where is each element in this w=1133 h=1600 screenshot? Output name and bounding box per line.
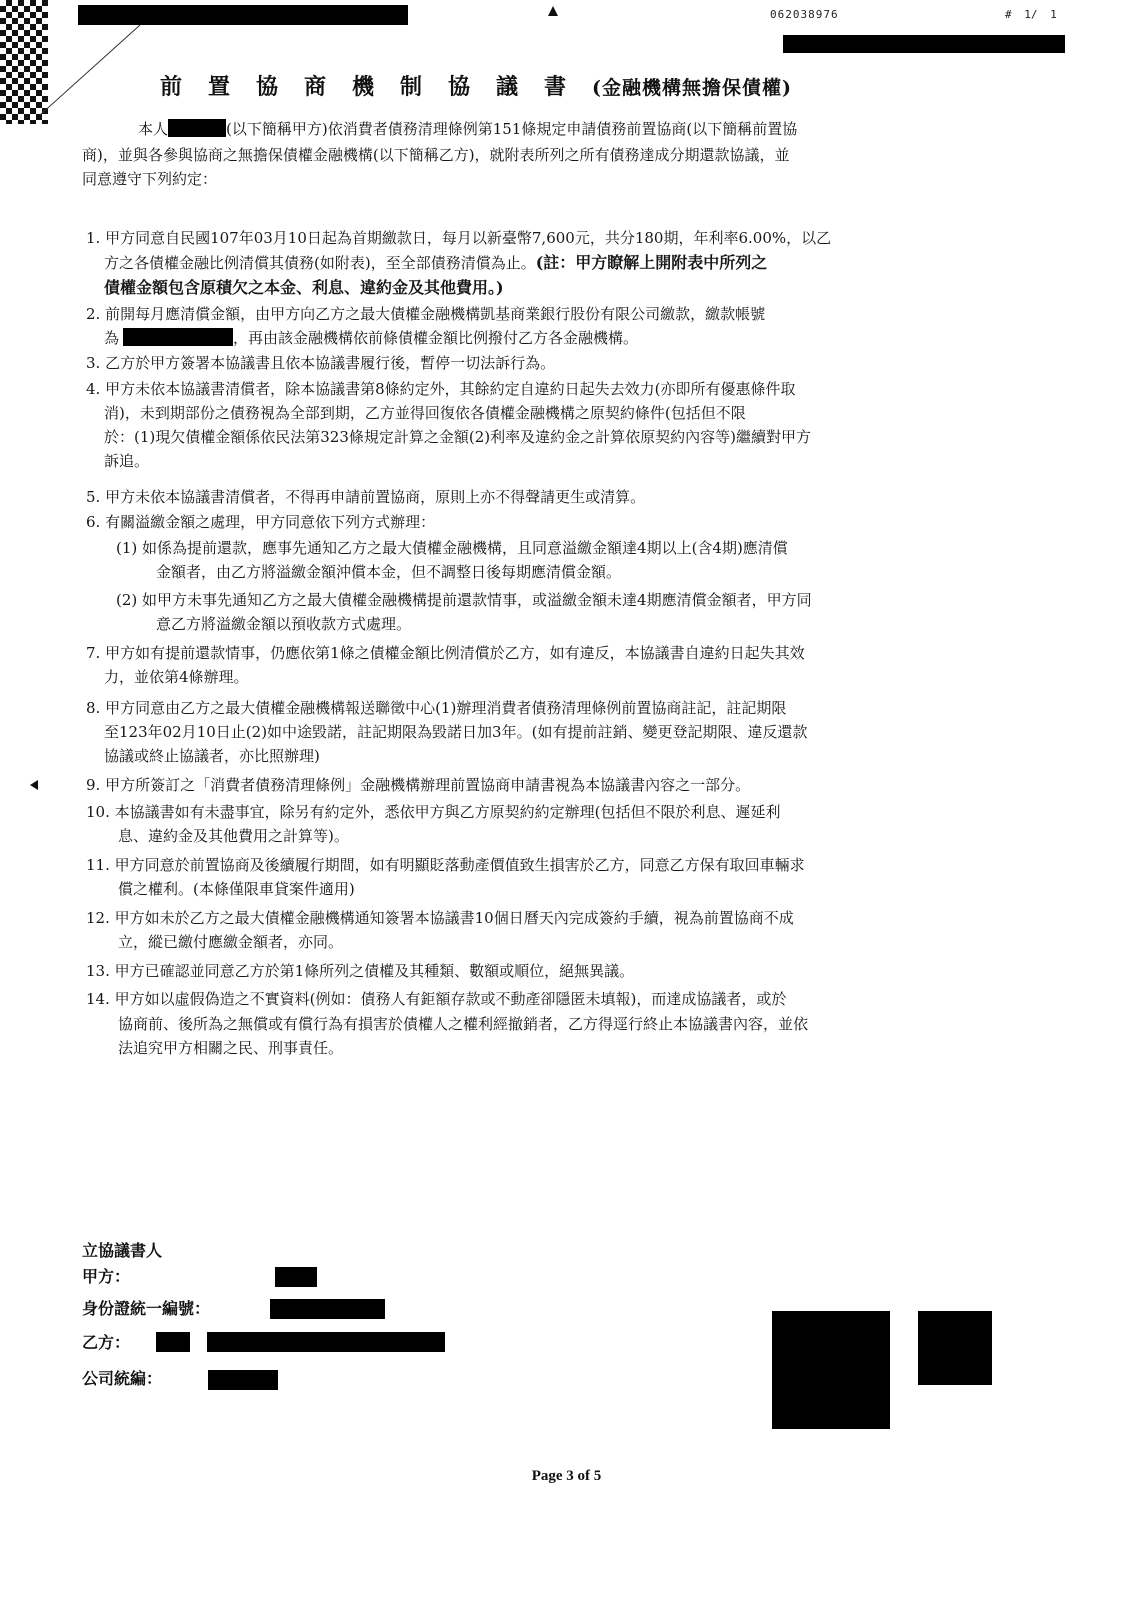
intro-text: (以下簡稱甲方)依消費者債務清理條例第151條規定申請債務前置協商(以下簡稱前置協 xyxy=(226,120,798,138)
clause-4-line-2: 消)，未到期部份之債務視為全部到期，乙方並得回復依各債權金融機構之原契約條件(包括但不限 xyxy=(104,404,746,422)
clause-4-line-1: 4. 甲方未依本協議書清償者，除本協議書第8條約定外，其餘約定自違約日起失去效力(亦即所有優惠條件取 xyxy=(86,380,796,398)
clause-1-line-1: 1. 甲方同意自民國107年03月10日起為首期繳款日，每月以新臺幣7,600元，共分180期，年利率6.00%，以乙 xyxy=(86,229,832,247)
clause-text: ，再由該金融機構依前條債權金額比例撥付乙方各金融機構。 xyxy=(233,329,639,347)
clause-11-line-1: 11. 甲方同意於前置協商及後續履行期間，如有明顯貶落動產價值致生損害於乙方，同意乙方保有取回車輛求 xyxy=(86,856,805,874)
clause-text: 為 xyxy=(104,329,120,347)
redacted-name xyxy=(168,119,226,137)
clause-text: 方之各債權金融比例清償其債務(如附表)，至全部債務清償為止。 xyxy=(104,254,536,272)
clause-7-line-1: 7. 甲方如有提前還款情事，仍應依第1條之債權金額比例清償於乙方，如有違反，本協議書自違約日起失其效 xyxy=(86,644,805,662)
redacted-company-id xyxy=(208,1370,278,1390)
clause-9-line-1: 9. 甲方所簽訂之「消費者債務清理條例」金融機構辦理前置協商申請書視為本協議書內容之一部分。 xyxy=(86,776,751,794)
clause-7-line-2: 力，並依第4條辦理。 xyxy=(104,668,249,686)
clause-1-line-2 xyxy=(104,251,767,275)
clause-2-line-1: 2. 前開每月應清償金額，由甲方向乙方之最大債權金融機構凱基商業銀行股份有限公司繳款，繳款帳號 xyxy=(86,305,766,323)
clause-8-line-1: 8. 甲方同意由乙方之最大債權金融機構報送聯徵中心(1)辦理消費者債務清理條例前置協商註記，註記期限 xyxy=(86,699,787,717)
redacted-representative-seal xyxy=(918,1311,992,1385)
page-title xyxy=(160,70,792,101)
intro-line-1 xyxy=(138,118,797,141)
title-sub: (金融機構無擔保債權) xyxy=(592,77,792,99)
clause-8-line-3: 協議或終止協議者，亦比照辦理) xyxy=(104,747,320,765)
company-id-label: 公司統編： xyxy=(82,1369,163,1388)
redacted-id-number xyxy=(270,1299,385,1319)
left-arrow-icon xyxy=(30,780,38,790)
clause-4-line-3: 於：(1)現欠債權金額係依民法第323條規定計算之金額(2)利率及違約金之計算依原契約內容等)繼續對甲方 xyxy=(104,428,811,446)
clause-14-line-1: 14. 甲方如以虛假偽造之不實資料(例如：債務人有鉅額存款或不動產卻隱匿未填報)，而達成協議者，或於 xyxy=(86,990,787,1008)
clause-2-line-2 xyxy=(104,327,638,350)
clause-10-line-2: 息、違約金及其他費用之計算等)。 xyxy=(118,827,349,845)
intro-line-3: 同意遵守下列約定： xyxy=(82,170,218,188)
party-a-label: 甲方： xyxy=(82,1267,131,1286)
fax-number: 062038976 xyxy=(770,8,839,21)
intro-line-2: 商)，並與各參與協商之無擔保債權金融機構(以下簡稱乙方)，就附表所列之所有債務達成分期還款協議，並 xyxy=(82,146,790,164)
clause-14-line-2: 協商前、後所為之無償或有償行為有損害於債權人之權利經撤銷者，乙方得逕行終止本協議書內容，並依 xyxy=(118,1015,809,1033)
redacted-account xyxy=(123,328,233,346)
clause-4-line-4: 訴追。 xyxy=(104,452,150,470)
clause-6-sub1-line-2: 金額者，由乙方將溢繳金額沖償本金，但不調整日後每期應清償金額。 xyxy=(156,563,622,581)
clause-5-line-1: 5. 甲方未依本協議書清償者，不得再申請前置協商，原則上亦不得聲請更生或清算。 xyxy=(86,488,646,506)
clause-8-line-2: 至123年02月10日止(2)如中途毀諾，註記期限為毀諾日加3年。(如有提前註銷、變更登記期限、違反還款 xyxy=(104,723,808,741)
clause-1-line-3: 債權金額包含原積欠之本金、利息、違約金及其他費用。) xyxy=(104,278,504,297)
redacted-party-b-name xyxy=(207,1332,445,1352)
redacted-header-left xyxy=(78,5,408,25)
clause-13-line-1: 13. 甲方已確認並同意乙方於第1條所列之債權及其種類、數額或順位，絕無異議。 xyxy=(86,962,635,980)
fax-page-marker: # 1/ 1 xyxy=(1005,8,1057,21)
signatories-heading: 立協議書人 xyxy=(82,1241,163,1260)
clause-3-line-1: 3. 乙方於甲方簽署本協議書且依本協議書履行後，暫停一切法訴行為。 xyxy=(86,354,556,372)
clause-10-line-1: 10. 本協議書如有未盡事宜，除另有約定外，悉依甲方與乙方原契約約定辦理(包括但不限於利息、遲延利 xyxy=(86,803,781,821)
clause-note-bold: (註：甲方瞭解上開附表中所列之 xyxy=(535,253,768,272)
intro-text: 本人 xyxy=(138,120,169,138)
clause-12-line-2: 立，縱已繳付應繳金額者，亦同。 xyxy=(118,933,344,951)
clause-14-line-3: 法追究甲方相關之民、刑事責任。 xyxy=(118,1039,344,1057)
up-arrow-icon xyxy=(548,6,558,16)
clause-12-line-1: 12. 甲方如未於乙方之最大債權金融機構通知簽署本協議書10個日曆天內完成簽約手續，視為前置協商不成 xyxy=(86,909,794,927)
clause-11-line-2: 償之權利。(本條僅限車貸案件適用) xyxy=(118,880,355,898)
party-b-label: 乙方： xyxy=(82,1333,131,1352)
id-number-label: 身份證統一編號： xyxy=(82,1299,211,1318)
page-number: Page 3 of 5 xyxy=(531,1468,602,1484)
title-main: 前置協商機制協議書 xyxy=(160,74,593,100)
redacted-party-a-name xyxy=(275,1267,317,1287)
corner-fold-line xyxy=(40,20,150,120)
clause-6-sub2-line-1: (2) 如甲方未事先通知乙方之最大債權金融機構提前還款情事，或溢繳金額未達4期應清償金額者，甲方同 xyxy=(116,591,812,609)
clause-6-sub1-line-1: (1) 如係為提前還款，應事先通知乙方之最大債權金融機構，且同意溢繳金額達4期以上(含4期)應清償 xyxy=(116,539,788,557)
redacted-company-seal xyxy=(772,1311,890,1429)
clause-6-line-1: 6. 有關溢繳金額之處理，甲方同意依下列方式辦理： xyxy=(86,513,436,531)
redacted-party-b-short xyxy=(156,1332,190,1352)
redacted-header-right xyxy=(783,35,1065,53)
clause-6-sub2-line-2: 意乙方將溢繳金額以預收款方式處理。 xyxy=(156,615,412,633)
